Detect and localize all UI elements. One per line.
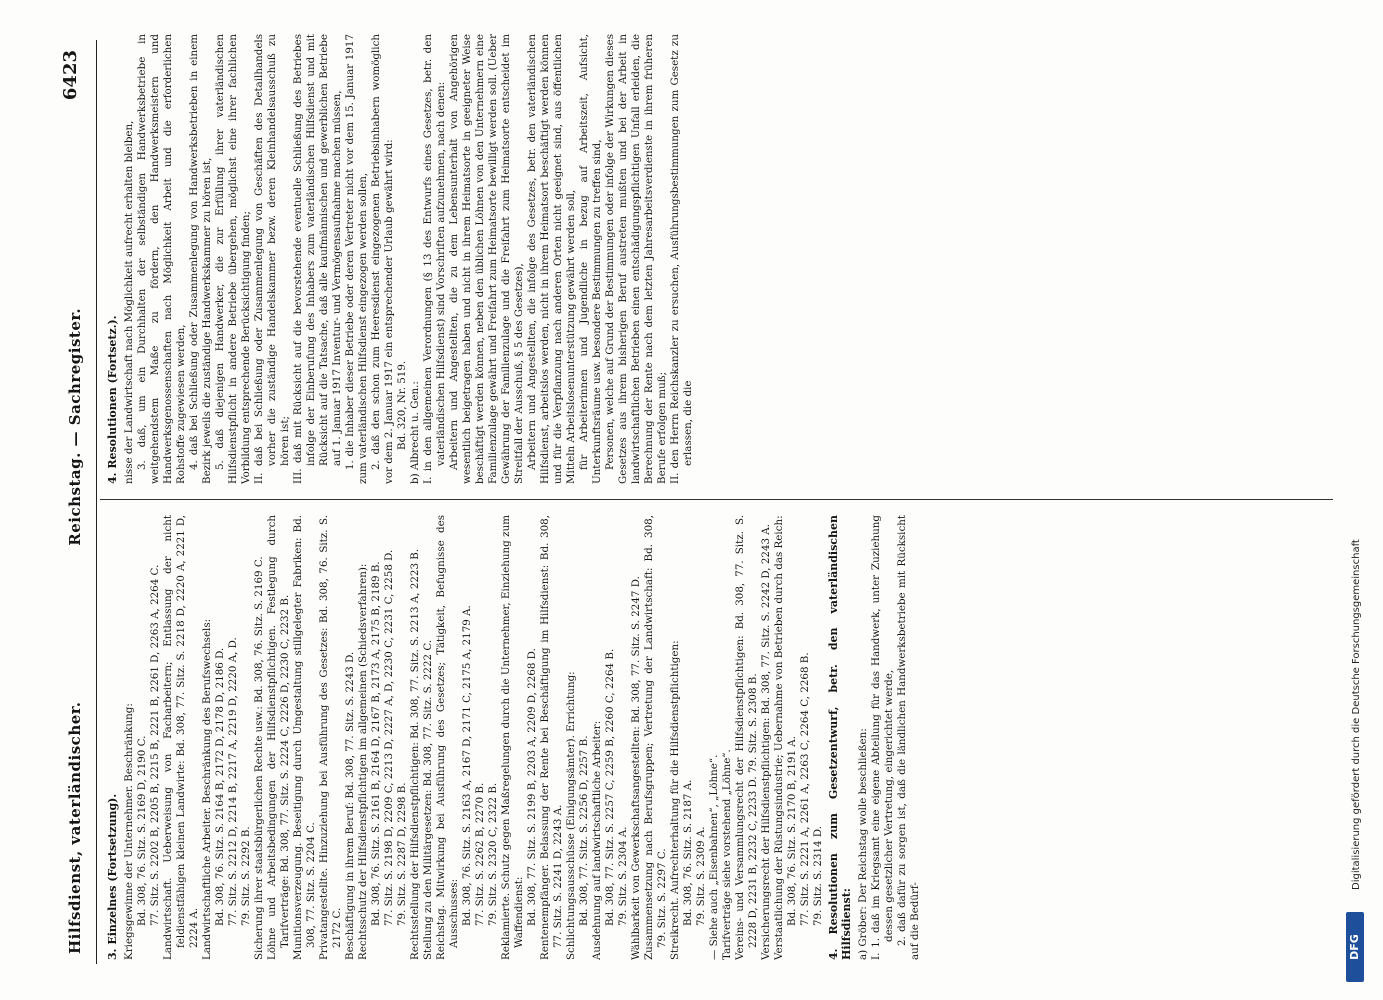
index-entry: Bd. 308, 76. Sitz. S. 2161 B, 2164 D, 2167 B, 2173 A, 2175 B, 2189 B. (370, 561, 382, 926)
index-entry: II. den Herrn Reichskanzler zu ersuchen, Ausführungsbestimmungen zum Gesetz zu erlassen, die die (669, 34, 694, 484)
index-entry: Stellung zu den Militärgesetzen: Bd. 308, 77. Sitz. S. 2222 C. (422, 639, 434, 960)
index-entry: 2. daß dafür zu sorgen ist, daß die ländlichen Handwerksbetriebe mit Rücksicht auf die Bedürf- (896, 515, 921, 960)
index-entry: 3. daß, um ein Durchhalten der selbständigen Handwerksbetriebe in weitgehendstem Maße zu fördern, den Handwerksmeistern und Handwerksgenossenschaften nach Möglichkeit Arbeit und die erforderlichen Rohstoffe zugewiesen werden, (136, 34, 187, 484)
index-entry: Rechtsstellung der Hilfsdienstpflichtigen: Bd. 308, 77. Sitz. S. 2213 A, 2223 B. (409, 548, 421, 960)
section-heading: 4. Resolutionen zum Gesetzentwurf, betr. den vaterländischen Hilfsdienst: (827, 515, 853, 960)
right-column (104, 34, 1339, 484)
index-entry: Bd. 308, 76. Sitz. S. 2164 B, 2172 D, 2178 D, 2186 D. (214, 647, 226, 926)
index-entry: Wählbarkeit von Gewerkschaftsangestellten: Bd. 308, 77. Sitz. S. 2247 D. (630, 576, 642, 960)
index-entry: 77. Sitz. S. 2202 B, 2205 B, 2215 B, 2221 B, 2261 D, 2263 A, 2264 C. (149, 564, 161, 926)
page-number: 6423 (60, 50, 81, 101)
section-heading: 4. Resolutionen (Fortsetz.). (106, 315, 119, 484)
index-entry: 1. die Inhaber dieser Betriebe oder deren Vertreter nicht vor dem 15. Januar 1917 zum vaterländischen Hilfsdienst eingezogen werden sollen, (344, 34, 369, 484)
index-entry: 79. Sitz. S. 2292 B. (240, 826, 252, 926)
index-entry: Zusammensetzung nach Berufsgruppen; Vertretung der Landwirtschaft: Bd. 308, 79. Sitz. S. 2297 C. (643, 515, 668, 960)
index-entry: Rentenempfänger. Belassung der Rente bei Beschäftigung im Hilfsdienst: Bd. 308, 77. Sitz. S. 2241 D, 2243 A. (539, 515, 564, 960)
index-entry: b) Albrecht u. Gen.: (409, 381, 421, 484)
index-entry: Bd. 308, 77. Sitz. S. 2256 D, 2257 B. (578, 735, 590, 926)
index-entry: III. daß mit Rücksicht auf die bevorstehende eventuelle Schließung des Betriebes infolge der Einberufung des Inhabers zum vaterländischen Hilfsdienst und mit Rücksicht auf die Tatsache, daß alle kaufmännischen und gewerblichen Betriebe auf 1. Januar 1917 Inventur- und Vermögensaufnahme machen müssen, (292, 34, 343, 484)
section-heading: 3. Einzelnes (Fortsetzung). (106, 793, 119, 960)
header-center-title: Reichstag. — Sachregister. (66, 307, 84, 546)
index-entry: Streikrecht. Aufrechterhaltung für die Hilfsdienstpflichtigen: (669, 640, 681, 960)
dfg-logo: DFG (1346, 912, 1364, 982)
index-entry: nisse der Landwirtschaft nach Möglichkeit aufrecht erhalten bleiben, (123, 120, 135, 484)
index-entry: Versicherungsrecht der Hilfsdienstpflichtigen: Bd. 308, 77. Sitz. S. 2242 D, 2243 A. (760, 523, 772, 960)
header-left (66, 308, 84, 954)
index-entry: Munitionsverzeugung. Beseitigung durch Umgestaltung stillgelegter Fabriken: Bd. 308, 77. Sitz. S. 2204 C. (292, 515, 317, 960)
index-entry: a) Gröber: Der Reichstag wolle beschließen: (857, 728, 869, 960)
index-entry: Kriegsgewinne der Unternehmer. Beschränkung: (123, 703, 135, 960)
index-entry: II. daß bei Schließung oder Zusammenlegung von Geschäften des Detailhandels vorher die zuständige Handelskammer bezw. deren Kleinhandelsausschuß zu hören ist; (253, 34, 291, 484)
index-entry: Bd. 320, Nr. 519. (396, 360, 408, 450)
index-entry: Vereins- und Versammlungsrecht der Hilfsdienstpflichtigen: Bd. 308, 77. Sitz. S. 2228 D, 2231 B, 2232 C, 2233 D. 79. Sitz. S. 2308 B. (734, 515, 759, 960)
index-entry: — Siehe auch „Eisenbahnen“, „Löhne“. (708, 754, 720, 960)
index-entry: Ausdehnung auf landwirtschaftliche Arbeiter: (591, 720, 603, 960)
index-entry: 2. daß den schon zum Heeresdienst eingezogenen Betriebsinhabern womöglich vor dem 2. Januar 1917 ein entsprechender Urlaub gewährt wird: (370, 34, 395, 484)
index-entry: Rechtsschutz der Hilfsdienstpflichtigen im allgemeinen (Schiedsverfahren): (357, 563, 369, 960)
digitization-credit (1343, 22, 1369, 982)
index-entry: Löhne und Arbeitsbedingungen der Hilfsdienstpflichtigen. Festlegung durch Tarifverträge: Bd. 308, 77. Sitz. S. 2224 C, 2226 D, 2230 C, 2232 B. (266, 515, 291, 960)
header-rule (96, 40, 97, 964)
index-entry: 4. daß bei Schließung oder Zusammenlegung von Handwerksbetrieben in einem Bezirk jeweils die zuständige Handwerkskammer zu hören ist, (188, 34, 213, 484)
index-entry: 77. Sitz. S. 2221 A, 2261 A, 2263 C, 2264 C, 2268 B. (799, 652, 811, 926)
index-entry: Reichstag. Mitwirkung bei Ausführung des Gesetzes; Tätigkeit, Befugnisse des Ausschusses: (435, 515, 460, 960)
index-entry: Schlichtungsausschüsse (Einigungsämter). Errichtung: (565, 671, 577, 960)
index-entry: Tarifverträge siehe vorstehend „Löhne“. (721, 749, 733, 960)
index-entry: Bd. 308, 76. Sitz. S. 2187 A. (682, 779, 694, 926)
index-entry: Sicherung ihrer staatsbürgerlichen Rechte usw.: Bd. 308, 76. Sitz. S. 2169 C. (253, 556, 265, 960)
index-entry: für Arbeiterinnen und Jugendliche in bezug auf Arbeitszeit, Aufsicht, Unterkunftsräume usw. besondere Bestimmungen zu treffen sind, (578, 34, 603, 484)
index-entry: 77. Sitz. S. 2198 D, 2209 C, 2213 D, 2227 A, D, 2230 C, 2231 C, 2258 D. (383, 549, 395, 926)
index-entry: 5. daß diejenigen Handwerker, die zur Erfüllung ihrer vaterländischen Hilfsdienstpflicht in andere Betriebe übergehen, möglichst eine ihrer fachlichen Vorbildung entsprechende Berücksichtigung finden; (214, 34, 252, 484)
index-entry: Beschäftigung in ihrem Beruf: Bd. 308, 77. Sitz. S. 2243 D. (344, 651, 356, 960)
header-left-title: Hilfsdienst, vaterländischer. (66, 701, 84, 954)
index-entry: 79. Sitz. S. 2314 D. (812, 826, 824, 926)
digitization-credit-text: Digitalisierung gefördert durch die Deutsche Forschungsgemeinschaft (1351, 539, 1362, 890)
index-entry: Bd. 308, 77. Sitz. S. 2199 B, 2203 A, 2209 D, 2268 D. (526, 648, 538, 926)
index-entry: Arbeitern und Angestellten, die infolge des Gesetzes, betr. den vaterländischen Hilfsdienst, arbeitslos werden, nicht in ihrem Heimatsort beschäftigt werden können und für die Verpflanzung nach anderen Orten nicht geeignet sind, aus öffentlichen Mitteln Arbeitslosenunterstützung gewährt werden soll, (526, 34, 577, 484)
page-header (60, 40, 94, 960)
index-entry: Reklamierte. Schutz gegen Maßregelungen durch die Unternehmer, Einziehung zum Waffendienst: (500, 515, 525, 960)
index-entry: 79. Sitz. S. 2287 D, 2298 B. (396, 782, 408, 926)
index-entry: Bd. 308, 76. Sitz. S. 2163 A, 2167 D, 2171 C, 2175 A, 2179 A. (461, 605, 473, 926)
index-entry: 77. Sitz. S. 2212 D, 2214 B, 2217 A, 2219 D, 2220 A, D. (227, 637, 239, 926)
index-entry: Bd. 308, 76. Sitz. S. 2169 D, 2190 C. (136, 735, 148, 926)
index-entry: Privatangestellte. Hinzuziehung bei Ausführung des Gesetzes: Bd. 308, 76. Sitz. S. 2172 C. (318, 515, 343, 960)
index-entry: 79. Sitz. S. 2320 C, 2322 B. (487, 782, 499, 926)
index-entry: Arbeitern und Angestellten, die zu dem Lebensunterhalt von Angehörigen wesentlich beigetragen haben und nicht in ihrem Heimatsorte in geeigneter Weise beschäftigt werden können, neben den üblichen Löhnen von den Unternehmern eine Familienzulage gewährt und Freifahrt zum Heimatsorte bewilligt werden soll. (Ueber Gewährung der Familienzulage und die Freifahrt zum Heimatsorte entscheidet im Streitfall der Ausschuß, § 5 des Gesetzes), (448, 34, 525, 484)
index-entry: Bd. 308, 77. Sitz. S. 2257 C, 2259 B, 2260 C, 2264 B. (604, 648, 616, 926)
left-column (104, 515, 1339, 960)
index-entry: 77. Sitz. S. 2262 B, 2270 B. (474, 782, 486, 926)
index-entry: I. in den allgemeinen Verordnungen (§ 13 des Entwurfs eines Gesetzes, betr. den vaterländischen Hilfsdienst) sind Vorschriften aufzunehmen, nach denen: (422, 34, 447, 484)
index-entry: I. 1. daß im Kriegsamt eine eigene Abteilung für das Handwerk, unter Zuziehung dessen gesetzlicher Vertretung, eingerichtet werde, (870, 515, 895, 960)
index-entry: Bd. 308, 76. Sitz. S. 2170 B, 2191 A. (786, 735, 798, 926)
index-entry: Landwirtschaft. Ueberweisung von Facharbeitern; Entlassung der nicht feldienstfähigen kleinen Landwirte: Bd. 308, 77. Sitz. S. 2218 D, 2220 A, 2221 D, 2224 A. (162, 515, 200, 960)
index-entry: Verstaatlichung der Rüstungsindustrie; Uebernahme von Betrieben durch das Reich: (773, 515, 785, 960)
index-entry: Landwirtschaftliche Arbeiter. Beschränkung des Berufswechsels: (201, 618, 213, 960)
index-entry: 79. Sitz. S. 2304 A. (617, 826, 629, 926)
index-entry: 79. Sitz. S. 2309 A. (695, 826, 707, 926)
index-entry: Personen, welche auf Grund der Bestimmungen oder infolge der Wirkungen dieses Gesetzes aus ihrem bisherigen Beruf austreten mußten und bei der Arbeit in landwirtschaftlichen Betrieben einen entschädigungspflichtigen Unfall erleiden, die Berechnung der Rente nach dem letzten Jahresarbeitsverdienste in ihrem früheren Berufe erfolgen muß; (604, 34, 668, 484)
column-divider (100, 499, 1333, 500)
